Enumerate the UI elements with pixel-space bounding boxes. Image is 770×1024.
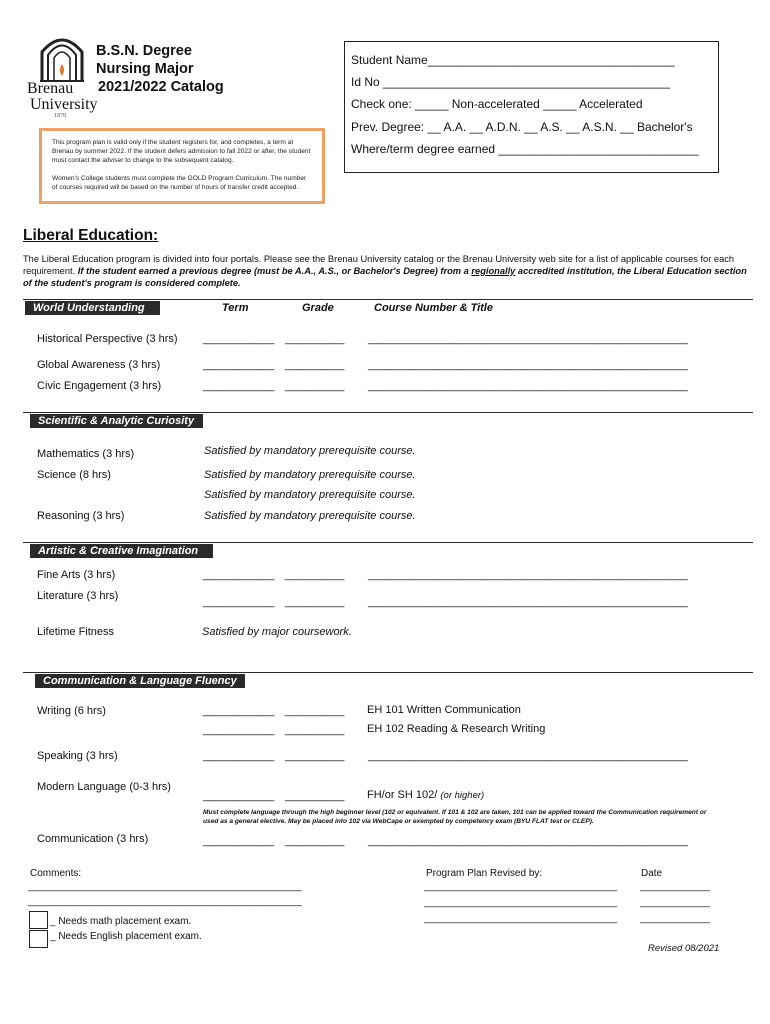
row-historical-label: Historical Perspective (3 hrs) [37, 333, 178, 345]
english-placement-label: _ Needs English placement exam. [50, 931, 202, 942]
revised-by-line-3[interactable]: ____________________________________ [424, 913, 618, 924]
column-grade: Grade [302, 302, 334, 314]
civic-term[interactable]: ____________ [203, 380, 275, 392]
section-communication-fluency: Communication & Language Fluency [35, 674, 245, 688]
notice-paragraph-2: Women's College students must complete the GOLD Program Curriculum. The number of courses required will be based on the number of hours of transfer credit accepted. [52, 175, 307, 191]
civic-course[interactable]: ______________________________________________________ [368, 380, 688, 392]
row-writing-label: Writing (6 hrs) [37, 705, 106, 717]
finearts-grade[interactable]: __________ [285, 569, 345, 581]
acceleration-check[interactable]: Check one: _____ Non-accelerated _____ Accelerated [351, 97, 643, 111]
global-term[interactable]: ____________ [203, 359, 275, 371]
language-term[interactable]: ____________ [203, 790, 275, 802]
row-finearts-label: Fine Arts (3 hrs) [37, 569, 116, 581]
global-course[interactable]: ______________________________________________________ [368, 359, 688, 371]
title-line-3: 2021/2022 Catalog [98, 79, 224, 95]
title-line-2: Nursing Major [96, 61, 194, 77]
date-line-1[interactable]: _____________ [640, 881, 710, 892]
language-course [367, 789, 484, 801]
communication-grade[interactable]: __________ [285, 835, 345, 847]
student-info-box [344, 41, 719, 173]
comments-label: Comments: [30, 868, 82, 879]
section-world-understanding: World Understanding [25, 301, 160, 315]
writing-term-2[interactable]: ____________ [203, 724, 275, 736]
logo-name-2: University [30, 96, 98, 113]
historical-term[interactable]: ____________ [203, 333, 275, 345]
row-civic-label: Civic Engagement (3 hrs) [37, 380, 162, 392]
notice-paragraph-1: This program plan is valid only if the student registers for, and completes, a term at Brenau by summer 2022. If the student defers admission to fall 2022 or after, the student must contact the adviser to change to the subsequent catalog. [52, 139, 311, 164]
revised-by-label: Program Plan Revised by: [426, 868, 543, 879]
communication-course[interactable]: ______________________________________________________ [368, 835, 688, 847]
title-line-1: B.S.N. Degree [96, 43, 192, 59]
writing-course-eh101: EH 101 Written Communication [367, 704, 521, 716]
row-language-label: Modern Language (0-3 hrs) [37, 781, 171, 793]
science-satisfied-2: Satisfied by mandatory prerequisite course. [204, 489, 416, 501]
liberal-education-heading: Liberal Education: [23, 227, 159, 244]
date-label: Date [641, 868, 663, 879]
comment-line-2[interactable]: ___________________________________________________ [28, 896, 302, 907]
writing-grade-2[interactable]: __________ [285, 724, 345, 736]
speaking-course[interactable]: ______________________________________________________ [368, 750, 688, 762]
student-name-field[interactable]: Student Name_____________________________________ [351, 53, 675, 67]
math-placement-label: _ Needs math placement exam. [50, 916, 192, 927]
writing-term-1[interactable]: ____________ [203, 705, 275, 717]
language-course-code: FH/or SH 102/ [367, 789, 438, 801]
row-speaking-label: Speaking (3 hrs) [37, 750, 118, 762]
degree-earned-field[interactable]: Where/term degree earned ______________________________ [351, 142, 699, 156]
english-placement-checkbox[interactable] [29, 930, 48, 948]
row-science-label: Science (8 hrs) [37, 469, 111, 481]
student-id-field[interactable]: Id No ___________________________________________ [351, 75, 670, 89]
writing-course-eh102: EH 102 Reading & Research Writing [367, 723, 546, 735]
row-math-label: Mathematics (3 hrs) [37, 448, 135, 460]
language-requirement-note: Must complete language through the high beginner level (102 or equivalent. If 101 & 102 are taken, 101 can be applied toward the Communication requirement or used as a general elective. May be placed into 102 via WebCape or exempted by competency exam (BYU FLAT test or CLEP). [203, 809, 707, 825]
revised-by-line-1[interactable]: ____________________________________ [424, 881, 618, 892]
logo-name: Brenau [27, 80, 74, 97]
historical-course[interactable]: ______________________________________________________ [368, 333, 688, 345]
catalog-notice [39, 128, 325, 204]
math-satisfied: Satisfied by mandatory prerequisite course. [204, 445, 416, 457]
language-course-note: (or higher) [440, 790, 485, 801]
date-line-3[interactable]: _____________ [640, 913, 710, 924]
speaking-grade[interactable]: __________ [285, 750, 345, 762]
liberal-education-intro [23, 253, 753, 289]
intro-bold-1: If the student earned a previous degree (must be A.A., A.S., or Bachelor's Degree) from a [77, 266, 472, 276]
column-term: Term [222, 302, 249, 314]
literature-course[interactable]: ______________________________________________________ [368, 596, 688, 608]
previous-degree-check[interactable]: Prev. Degree: __ A.A. __ A.D.N. __ A.S. __ A.S.N. __ Bachelor's [351, 120, 693, 134]
literature-term[interactable]: ____________ [203, 596, 275, 608]
section-scientific-curiosity: Scientific & Analytic Curiosity [30, 414, 203, 428]
finearts-term[interactable]: ____________ [203, 569, 275, 581]
comment-line-1[interactable]: ___________________________________________________ [28, 881, 302, 892]
language-grade[interactable]: __________ [285, 790, 345, 802]
row-reasoning-label: Reasoning (3 hrs) [37, 510, 125, 522]
math-placement-checkbox[interactable] [29, 911, 48, 929]
logo-year: 1878 [54, 113, 66, 119]
reasoning-satisfied: Satisfied by mandatory prerequisite course. [204, 510, 416, 522]
writing-grade-1[interactable]: __________ [285, 705, 345, 717]
revised-date: Revised 08/2021 [648, 943, 720, 954]
column-course: Course Number & Title [374, 302, 493, 314]
date-line-2[interactable]: _____________ [640, 897, 710, 908]
civic-grade[interactable]: __________ [285, 380, 345, 392]
row-literature-label: Literature (3 hrs) [37, 590, 119, 602]
revised-by-line-2[interactable]: ____________________________________ [424, 897, 618, 908]
intro-plain: The Liberal Education program is divided into four portals. Please see the Brenau University catalog or the Brenau University web site for a list of applicable courses for each requirement. [23, 254, 735, 276]
intro-bold-2: accredited institution, the Liberal Education section of the student's program is considered complete. [23, 266, 747, 288]
row-global-label: Global Awareness (3 hrs) [37, 359, 161, 371]
global-grade[interactable]: __________ [285, 359, 345, 371]
finearts-course[interactable]: ______________________________________________________ [368, 569, 688, 581]
row-fitness-label: Lifetime Fitness [37, 626, 115, 638]
historical-grade[interactable]: __________ [285, 333, 345, 345]
fitness-satisfied: Satisfied by major coursework. [202, 626, 352, 638]
row-communication-label: Communication (3 hrs) [37, 833, 149, 845]
literature-grade[interactable]: __________ [285, 596, 345, 608]
science-satisfied-1: Satisfied by mandatory prerequisite course. [204, 469, 416, 481]
intro-underline: regionally [471, 266, 516, 276]
communication-term[interactable]: ____________ [203, 835, 275, 847]
speaking-term[interactable]: ____________ [203, 750, 275, 762]
section-artistic-imagination: Artistic & Creative Imagination [30, 544, 213, 558]
